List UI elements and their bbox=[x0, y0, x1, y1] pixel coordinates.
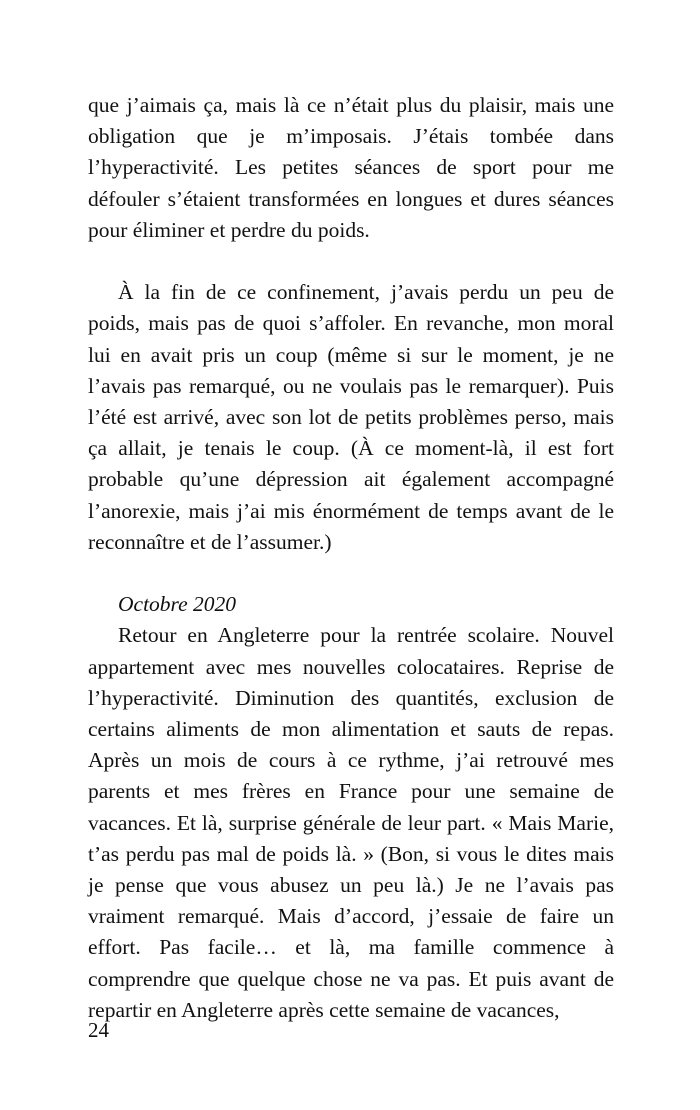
section-date: Octobre 2020 bbox=[118, 592, 237, 617]
paragraph-2: À la fin de ce confinement, j’avais perdu un peu de poids, mais pas de quoi s’affoler. En revanche, mon moral lui en avait pris un coup (même si sur le moment, je ne l’avais pas remarqué, ou ne voulais pas le remarquer). Puis l’été est arrivé, avec son lot de petits problèmes perso, mais ça allait, je tenais le coup. (À ce moment-là, il est fort probable qu’une dépression ait également accompagné l’anorexie, mais j’ai mis énormément de temps avant de le reconnaître et de l’assumer.) bbox=[88, 280, 614, 554]
paragraph-gap bbox=[88, 246, 614, 277]
page-body bbox=[88, 90, 614, 1026]
paragraph-gap bbox=[88, 558, 614, 589]
paragraph-1: que j’aimais ça, mais là ce n’était plus du plaisir, mais une obligation que je m’imposais. J’étais tombée dans l’hyperactivité. Les petites séances de sport pour me défouler s’étaient transformées en longues et dures séances pour éliminer et perdre du poids. bbox=[88, 93, 614, 242]
paragraph-3: Retour en Angleterre pour la rentrée scolaire. Nouvel appartement avec mes nouvelles colocataires. Reprise de l’hyperactivité. Diminution des quantités, exclusion de certains aliments de mon alimentation et sauts de repas. Après un mois de cours à ce rythme, j’ai retrouvé mes parents et mes frères en France pour une semaine de vacances. Et là, surprise générale de leur part. « Mais Marie, t’as perdu pas mal de poids là. » (Bon, si vous le dites mais je pense que vous abusez un peu là.) Je ne l’avais pas vraiment remarqué. Mais d’accord, j’essaie de faire un effort. Pas facile… et là, ma famille commence à comprendre que quelque chose ne va pas. Et puis avant de repartir en Angleterre après cette semaine de vacances, bbox=[88, 623, 614, 1022]
page-number: 24 bbox=[88, 1018, 109, 1042]
